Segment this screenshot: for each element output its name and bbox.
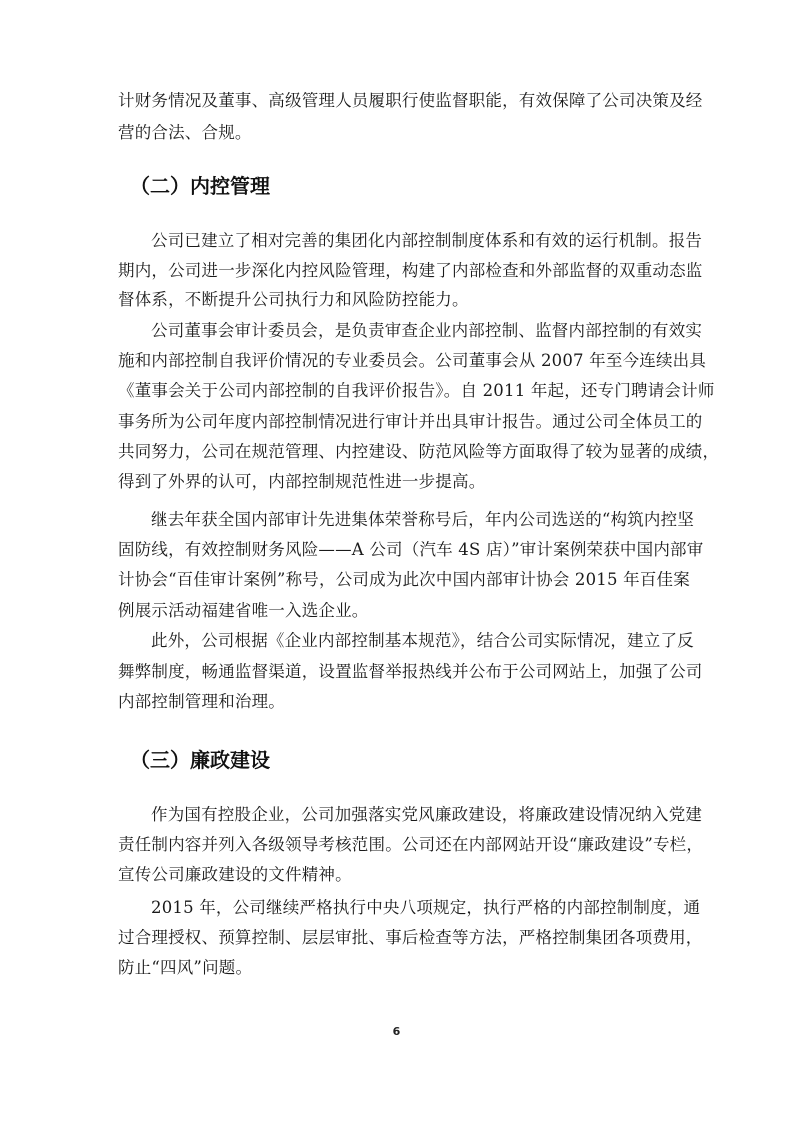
paragraph-line: 共同努力，公司在规范管理、内控建设、防范风险等方面取得了较为显著的成绩， xyxy=(118,442,720,461)
paragraph-line: 《董事会关于公司内部控制的自我评价报告》。自 2011 年起，还专门聘请会计师 xyxy=(118,381,715,400)
paragraph-line: 得到了外界的认可，内部控制规范性进一步提高。 xyxy=(118,472,486,491)
paragraph-line: 计财务情况及董事、高级管理人员履职行使监督职能，有效保障了公司决策及经 xyxy=(118,91,703,110)
paragraph-line: 公司董事会审计委员会，是负责审查企业内部控制、监督内部控制的有效实 xyxy=(151,321,703,340)
paragraph-line: 防止“四风”问题。 xyxy=(118,958,253,977)
paragraph-line: 责任制内容并列入各级领导考核范围。公司还在内部网站开设“廉政建设”专栏， xyxy=(118,835,704,854)
paragraph-line: 计协会“百佳审计案例”称号，公司成为此次中国内部审计协会 2015 年百佳案 xyxy=(118,570,690,589)
paragraph-line: 事务所为公司年度内部控制情况进行审计并出具审计报告。通过公司全体员工的 xyxy=(118,412,703,431)
paragraph-line: 宣传公司廉政建设的文件精神。 xyxy=(118,865,352,884)
paragraph-line: 例展示活动福建省唯一入选企业。 xyxy=(118,601,369,620)
paragraph-line: 督体系，不断提升公司执行力和风险防控能力。 xyxy=(118,290,469,309)
paragraph-line: 内部控制管理和治理。 xyxy=(118,692,285,711)
paragraph-line: 过合理授权、预算控制、层层审批、事后检查等方法，严格控制集团各项费用， xyxy=(118,928,703,947)
paragraph-line: 施和内部控制自我评价情况的专业委员会。公司董事会从 2007 年至今连续出具 xyxy=(118,351,707,370)
section-heading-internal-control: （二）内控管理 xyxy=(130,174,270,198)
paragraph-line: 舞弊制度，畅通监督渠道，设置监督举报热线并公布于公司网站上，加强了公司 xyxy=(118,662,703,681)
paragraph-line: 期内，公司进一步深化内控风险管理，构建了内部检查和外部监督的双重动态监 xyxy=(118,261,703,280)
paragraph-line: 作为国有控股企业，公司加强落实党风廉政建设，将廉政建设情况纳入党建 xyxy=(151,805,703,824)
paragraph-line: 营的合法、合规。 xyxy=(118,123,252,142)
paragraph-line: 固防线，有效控制财务风险——A 公司（汽车 4S 店）”审计案例荣获中国内部审 xyxy=(118,540,704,559)
page-number: 6 xyxy=(392,1025,401,1038)
paragraph-line: 继去年获全国内部审计先进集体荣誉称号后，年内公司选送的“构筑内控坚 xyxy=(151,510,695,529)
paragraph-line: 2015 年，公司继续严格执行中央八项规定，执行严格的内部控制制度，通 xyxy=(151,898,701,917)
section-heading-integrity: （三）廉政建设 xyxy=(130,748,270,772)
paragraph-line: 此外，公司根据《企业内部控制基本规范》，结合公司实际情况，建立了反 xyxy=(151,631,694,650)
paragraph-line: 公司已建立了相对完善的集团化内部控制制度体系和有效的运行机制。报告 xyxy=(151,231,703,250)
